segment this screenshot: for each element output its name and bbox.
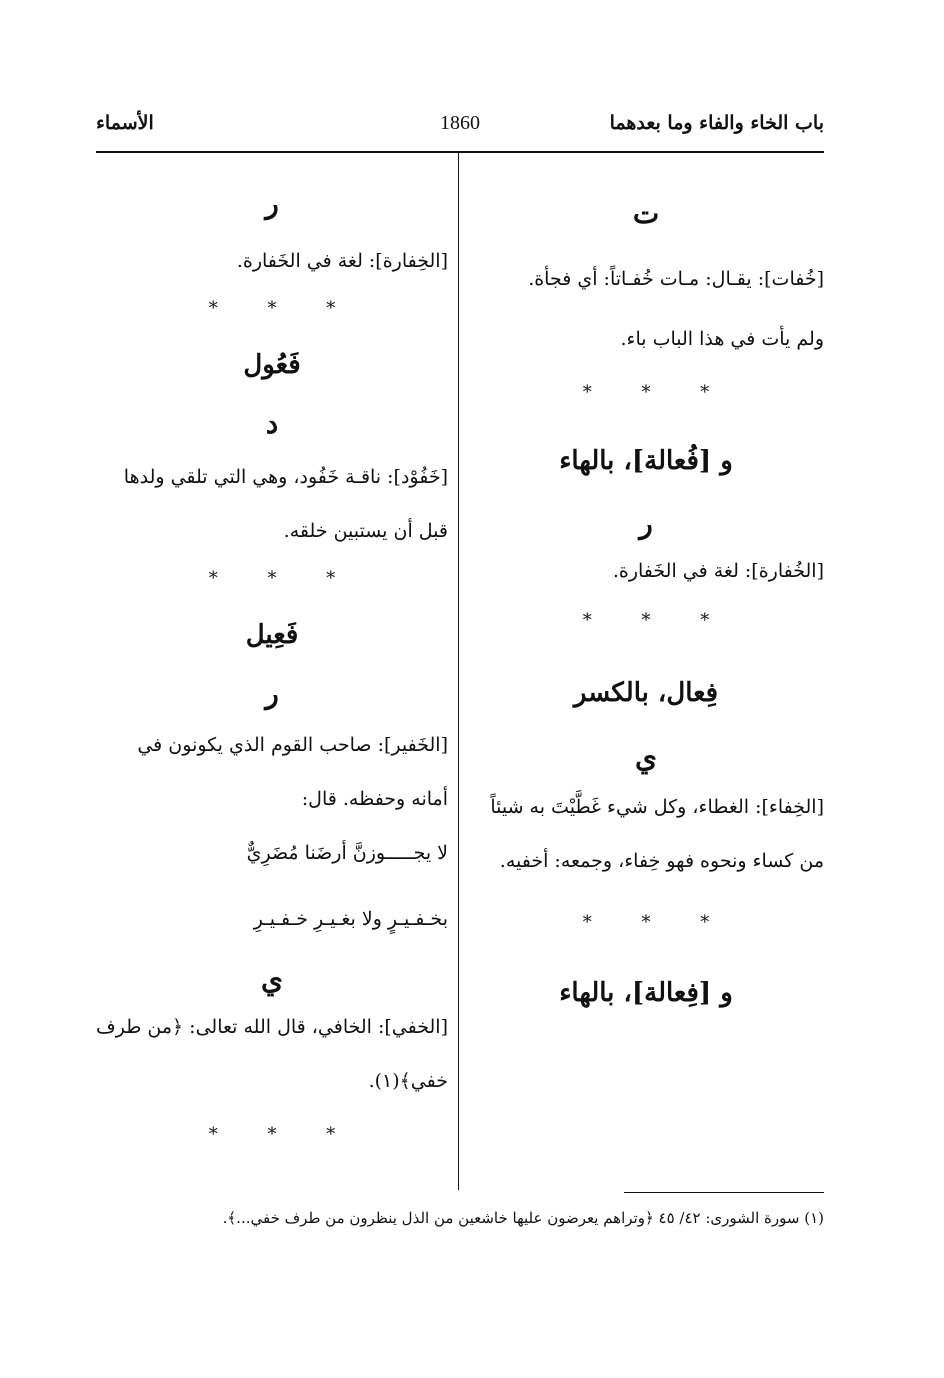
root-letter-ra: ر [265,677,279,710]
separator-stars: * * * [582,610,732,631]
pattern-heading-faul: فَعُول [243,350,301,380]
pattern-heading-fial: فِعال، بالكسر [573,678,719,708]
separator-stars: * * * [208,1124,358,1145]
entry-khafir: [الخَفير]: صاحب القوم الذي يكونون في أمانه وحفظه. قال: [137,734,448,810]
chapter-title: باب الخاء والفاء وما بعدهما [609,112,824,134]
root-letter-dal: د [265,407,279,440]
footnote: (١) سورة الشورى: ٤٢/ ٤٥ ﴿وتراهم يعرضون عليها خاشعين من الذل ينظرون من طرف خفي...﴾. [222,1209,824,1227]
root-letter-ta: ت [632,197,660,230]
entry-khifara: [الخِفارة]: لغة في الخَفارة. [236,250,448,272]
separator-stars: * * * [208,298,358,319]
root-letter-ra: ر [639,507,653,540]
left-column [96,170,448,1148]
pattern-heading-fiala: و [فِعالة]، بالهاء [559,978,733,1008]
root-letter-ya: ي [635,741,657,774]
separator-stars: * * * [582,382,732,403]
root-letter-ra: ر [265,187,279,220]
note-no-ba: ولم يأت في هذا الباب باء. [620,328,824,350]
entry-khafi: [الخفي]: الخافي، قال الله تعالى: ﴿من طرف خفي﴾(١). [96,1016,448,1092]
root-letter-ya: ي [261,963,283,996]
page-number: 1860 [440,112,480,134]
pattern-heading-fail: فَعِيل [245,620,299,650]
right-column [468,170,824,1010]
page-header [96,112,824,148]
poem-line: لا يجـــــوزنَّ أرضَنا مُضَرِيٌّ [246,842,448,864]
header-rule [96,151,824,153]
entry-khifa: [الخِفاء]: الغطاء، وكل شيء غَطَّيْتَ به شيئاً من كساء ونحوه فهو خِفاء، وجمعه: أخفيه. [490,796,824,872]
column-divider [458,153,459,1190]
pattern-heading-fuala: و [فُعالة]، بالهاء [559,446,733,476]
entry-khufara: [الخُفارة]: لغة في الخَفارة. [612,560,824,582]
separator-stars: * * * [208,568,358,589]
entry-khafud: [خَفُوْد]: ناقـة خَفُود، وهي التي تلقي ولدها قبل أن يستبين خلقه. [123,466,448,542]
section-title: الأسماء [96,112,154,134]
poem-line: بخـفـيـرٍ ولا بغـيـرِ خـفـيـرِ [253,908,448,930]
entry-khufat: [خُفات]: يقـال: مـات خُفـاتاً: أي فجأة. [528,268,824,290]
separator-stars: * * * [582,912,732,933]
footnote-rule [624,1192,824,1193]
